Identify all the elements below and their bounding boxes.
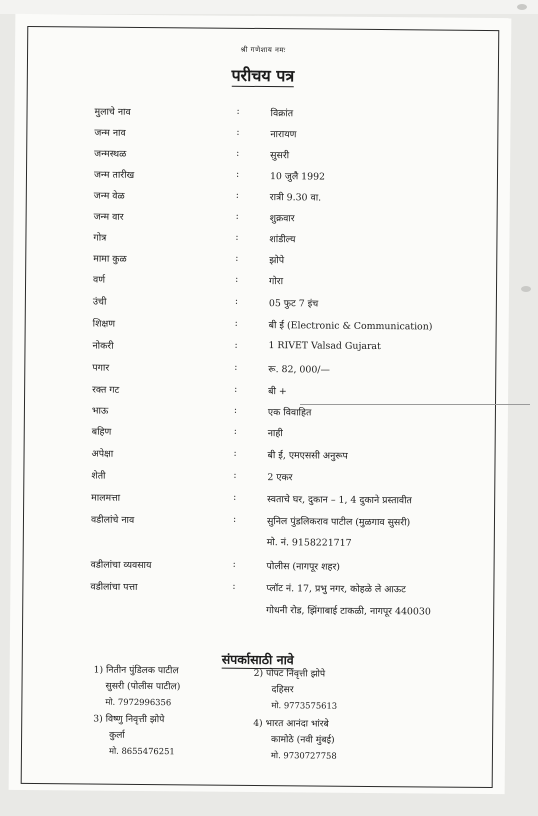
- field-label: जन्म वार: [93, 211, 124, 223]
- field-label: मामा कुळ: [93, 253, 127, 265]
- field-colon: :: [233, 425, 237, 437]
- field-row: [91, 491, 511, 513]
- contact-1-phone: मो. 7972996356: [105, 696, 172, 708]
- field-colon: :: [233, 447, 237, 459]
- field-row: [92, 404, 512, 426]
- page-title: [15, 62, 511, 88]
- field-value: विक्रांत: [270, 108, 294, 120]
- field-row: [94, 105, 514, 127]
- field-value: 1 RIVET Valsad Gujarat: [268, 340, 381, 353]
- field-label: वडीलांचे नाव: [90, 514, 135, 526]
- field-colon: :: [234, 317, 238, 329]
- field-value: स्वताचे घर, दुकान – 1, 4 दुकाने प्रस्तावीत: [267, 494, 412, 507]
- field-colon: :: [232, 513, 237, 525]
- field-row: [94, 126, 514, 148]
- contact-3-phone: मो. 8655476251: [108, 745, 175, 757]
- contact-4-name: 4) भारत आनंदा भांरबे: [253, 717, 329, 730]
- contact-4-phone: मो. 9730727758: [270, 750, 337, 761]
- father-address-line2: गोधनी रोड, झिंगाबाई टाकळी, नागपूर 440030: [266, 605, 431, 618]
- field-value: झोपे: [269, 255, 285, 267]
- field-label: मुलाचे नाव: [94, 106, 131, 118]
- contact-2-name: 2) पोपट निवृत्ती झोपे: [253, 667, 326, 680]
- field-row: [91, 469, 511, 491]
- field-row: [93, 231, 513, 253]
- field-label: नोकरी: [92, 340, 114, 352]
- contact-2-phone: मो. 9773575613: [271, 700, 338, 711]
- field-label: अपेक्षा: [91, 448, 114, 460]
- field-label: मालमत्ता: [91, 492, 121, 504]
- field-value: नाही: [267, 428, 283, 440]
- field-value: 2 एकर: [267, 472, 293, 484]
- field-value: बी ई (Electronic & Communication): [268, 320, 433, 333]
- field-value: एक विवाहित: [267, 407, 312, 419]
- field-row: [92, 361, 512, 383]
- field-colon: :: [235, 252, 239, 264]
- field-row: [93, 273, 513, 295]
- field-row: [93, 317, 513, 339]
- field-colon: :: [234, 383, 238, 395]
- field-label: बहिण: [91, 426, 112, 438]
- field-row: [91, 447, 511, 469]
- field-label: शेती: [91, 470, 106, 482]
- field-value: बी +: [268, 386, 287, 398]
- contacts-title: संपर्कासाठी नावे: [221, 651, 294, 668]
- field-row: [90, 580, 510, 602]
- field-colon: :: [232, 558, 236, 570]
- field-row: [92, 339, 512, 361]
- contact-2-place: दहिसर: [271, 684, 294, 696]
- invocation-text: श्री गणेशाय नमः: [240, 45, 286, 55]
- field-label: गोत्र: [93, 232, 107, 244]
- field-value: सुसरी: [270, 150, 290, 162]
- contact-3-place: कुर्ला: [109, 729, 125, 741]
- field-colon: :: [236, 126, 240, 138]
- field-label: पगार: [92, 362, 110, 374]
- field-row: [91, 513, 511, 535]
- field-label: वडीलांचा व्यवसाय: [90, 559, 152, 572]
- field-label: जन्म तारीख: [93, 169, 135, 181]
- field-value: बी ई, एमएससी अनुरूप: [267, 450, 348, 462]
- field-colon: :: [235, 210, 239, 222]
- contact-3-name: 3) विष्णु निवृत्ती झोपे: [93, 713, 165, 726]
- field-value: 10 जुलै 1992: [269, 171, 326, 183]
- field-value: शुक्रवार: [269, 213, 295, 225]
- field-colon: :: [234, 361, 238, 373]
- field-value: रात्री 9.30 वा.: [269, 192, 322, 204]
- father-phone: मो. नं. 9158221717: [266, 537, 352, 549]
- contact-1-name: 1) नितीन पुंडिलक पाटील: [93, 664, 179, 677]
- paper-mark: [521, 286, 531, 292]
- field-colon: :: [235, 189, 240, 201]
- field-label: भाऊ: [91, 405, 109, 417]
- field-row: [94, 210, 514, 232]
- field-row: [92, 425, 512, 447]
- field-value: शांडील्य: [269, 234, 296, 246]
- field-row: [94, 147, 514, 169]
- field-value: प्लॉट नं. 17, प्रभु नगर, कोहळे ले आऊट: [266, 583, 406, 596]
- field-colon: :: [236, 105, 240, 117]
- field-colon: :: [236, 147, 240, 159]
- field-label: जन्म नाव: [94, 127, 126, 139]
- field-colon: :: [233, 404, 238, 416]
- field-row: [93, 252, 513, 274]
- field-value: 05 फुट 7 इंच: [268, 298, 319, 310]
- field-label: वर्ण: [93, 274, 106, 286]
- field-value: सुनिल पुंडलिकराव पाटील (मुळगाव सुसरी): [266, 516, 411, 529]
- paper-mark: [517, 4, 527, 10]
- field-row: [94, 189, 514, 211]
- field-row: [92, 383, 512, 405]
- field-row: [93, 295, 513, 317]
- field-colon: :: [233, 491, 237, 503]
- field-label: जन्मस्थळ: [94, 148, 127, 160]
- field-colon: :: [235, 231, 239, 243]
- field-label: जन्म वेळ: [93, 190, 125, 202]
- field-label: वडीलांचा पत्ता: [90, 581, 138, 593]
- field-value: गोरा: [269, 276, 284, 288]
- field-row: [94, 168, 514, 190]
- field-label: रक्त गट: [92, 384, 120, 396]
- title-text: परीचय पत्र: [231, 65, 295, 86]
- field-colon: :: [233, 469, 237, 481]
- field-colon: :: [235, 273, 239, 285]
- field-row: [90, 558, 510, 580]
- contact-4-place: कामोठे (नवी मुंबई): [271, 734, 335, 746]
- field-value: नारायण: [270, 129, 297, 141]
- contact-1-place: सुसरी (पोलीस पाटील): [105, 680, 181, 693]
- field-label: उंची: [92, 296, 107, 308]
- paper-crease-line: [300, 404, 530, 405]
- top-strip: [0, 0, 538, 14]
- field-colon: :: [234, 295, 239, 307]
- field-colon: :: [232, 580, 236, 592]
- field-label: शिक्षण: [92, 318, 116, 330]
- field-colon: :: [235, 168, 240, 180]
- field-colon: :: [234, 339, 238, 351]
- field-value: पोलीस (नागपूर शहर): [266, 561, 341, 573]
- field-value: रू. 82, 000/—: [268, 364, 330, 376]
